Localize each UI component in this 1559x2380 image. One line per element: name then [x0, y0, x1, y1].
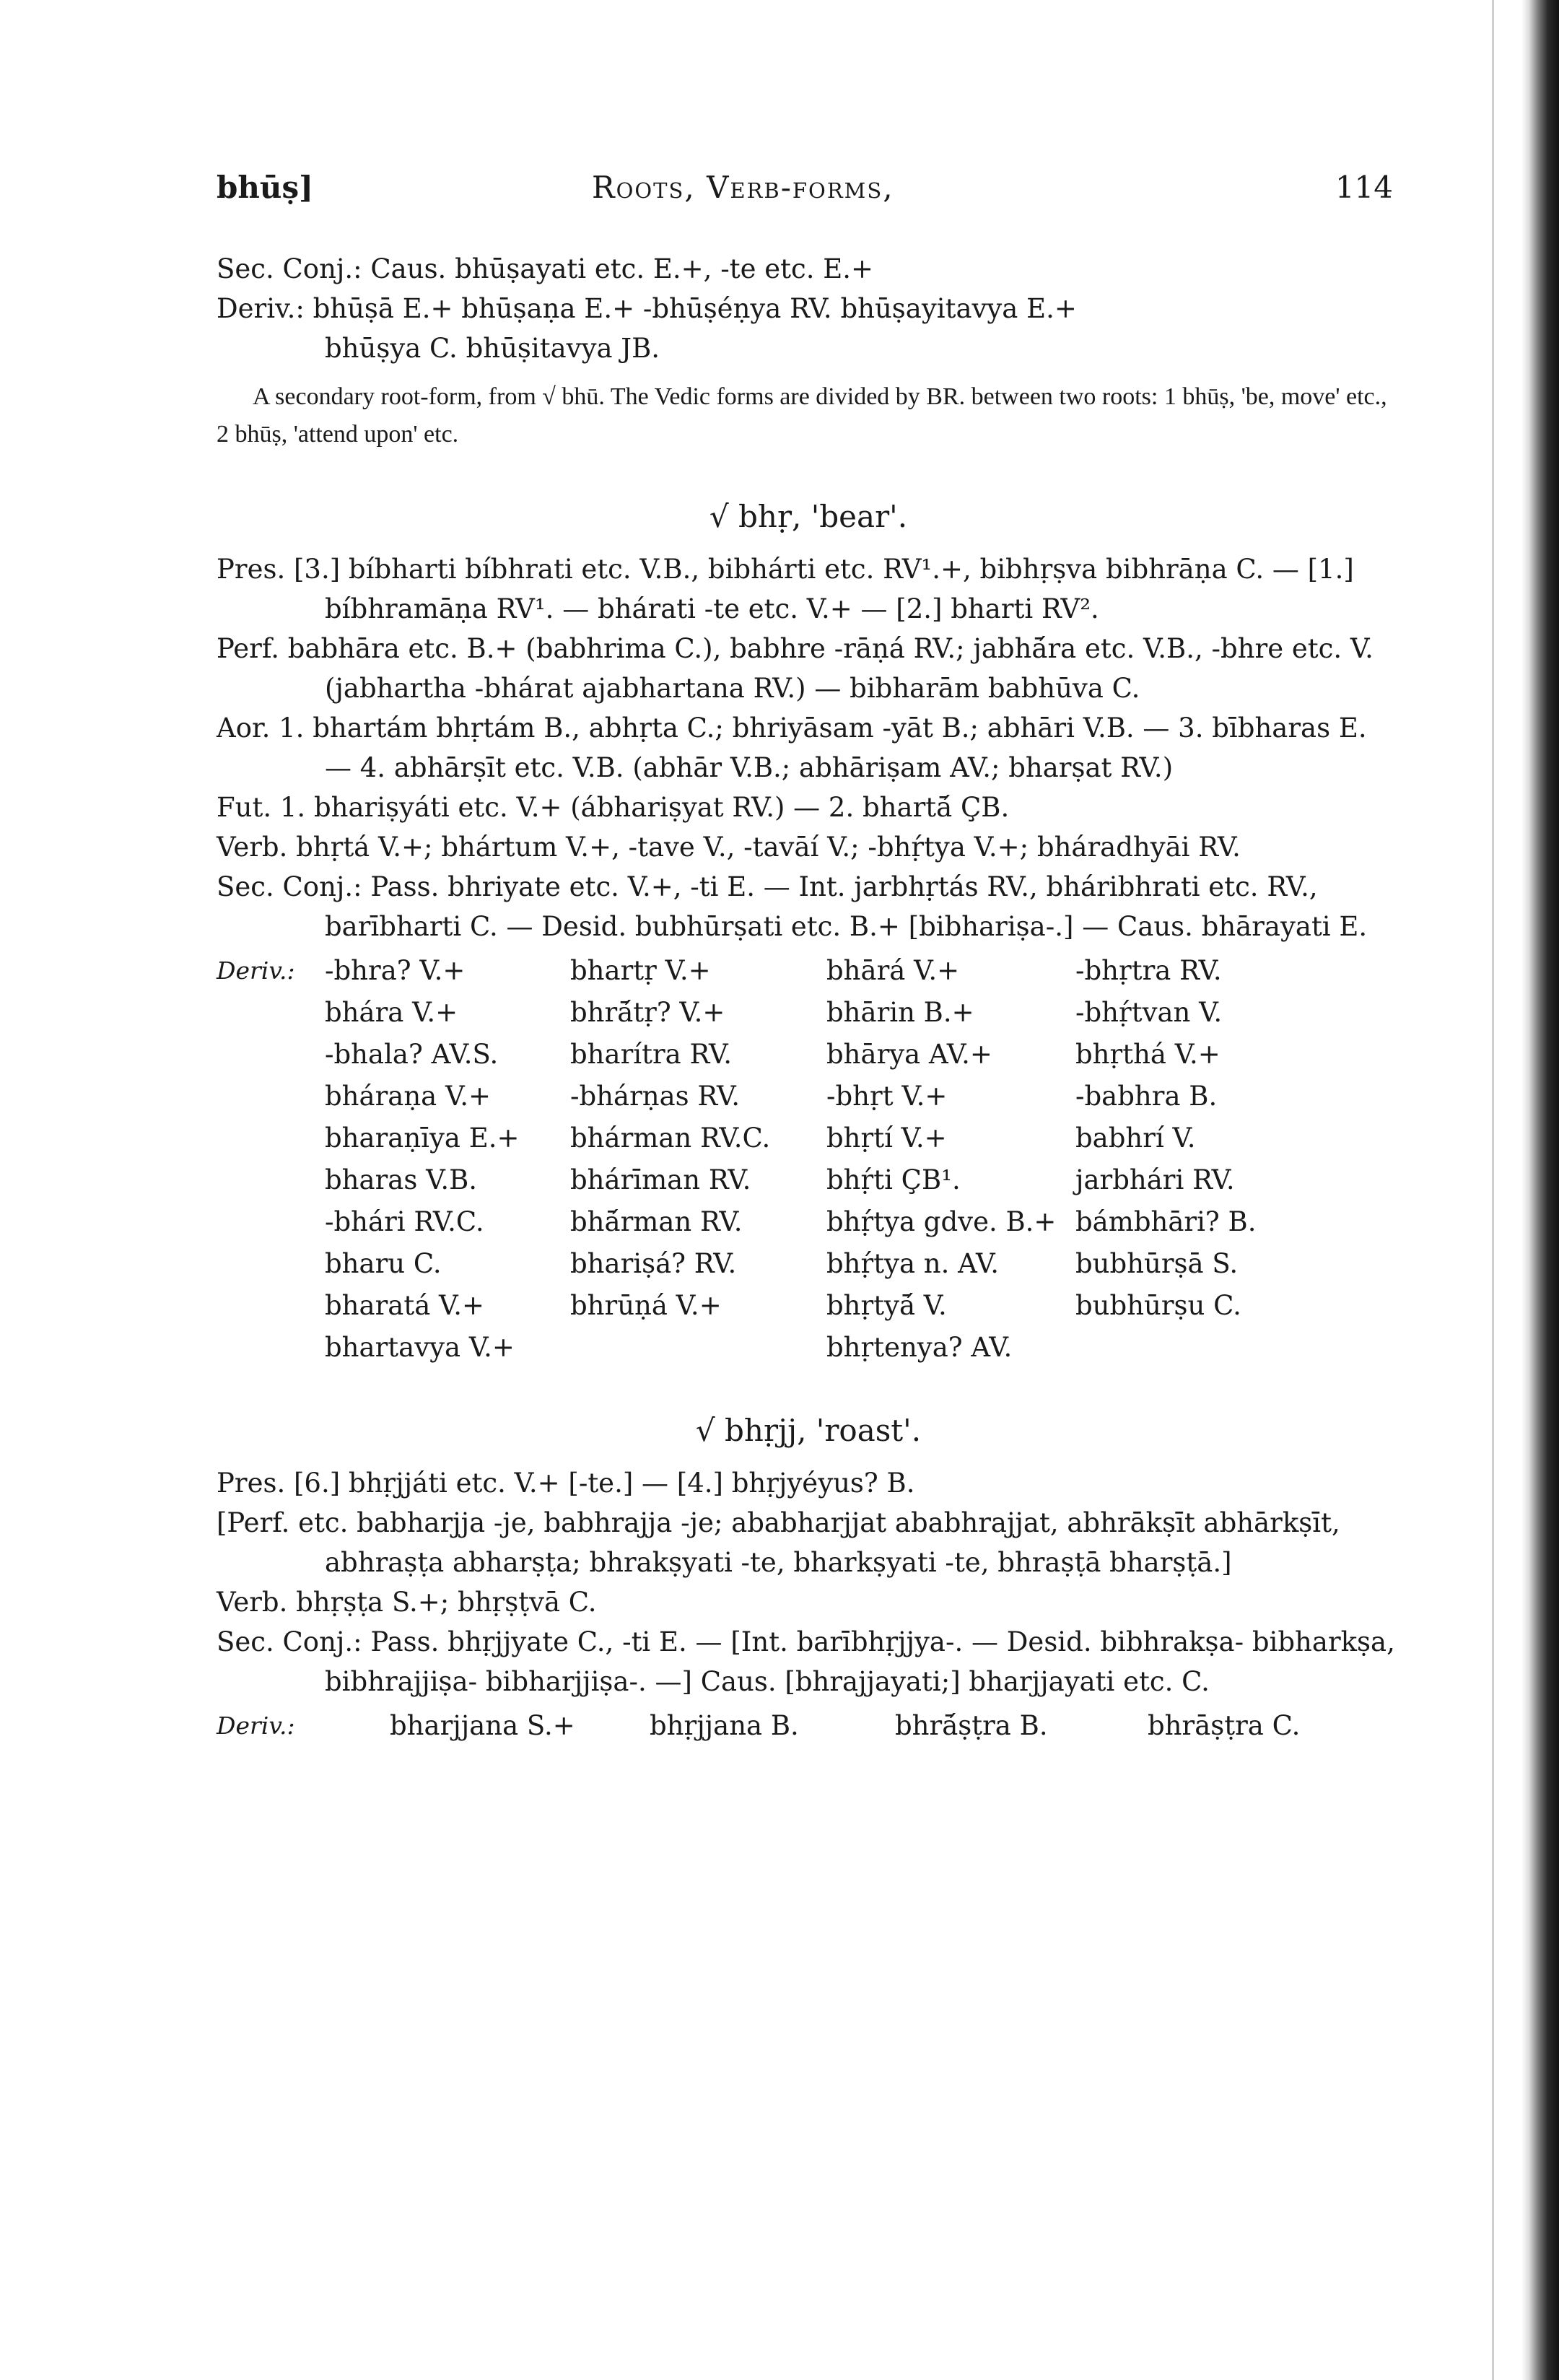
deriv-cell: bhartṛ V.+: [570, 955, 711, 986]
deriv-cell: bhārá V.+: [826, 955, 960, 986]
entry-perf: [Perf. etc. babharjja -je, babhrajja -je; ababharjjat ababhrajjat, abhrākṣīt abhārkṣīt, abhraṣṭa abharṣṭa; bhrakṣyati -te, bharkṣyati -te, bhraṣṭā bharṣṭā.]: [217, 1507, 1340, 1578]
deriv-cell: bhṛthá V.+: [1075, 1039, 1220, 1070]
deriv-spacer: [217, 993, 325, 1032]
deriv-cell: bhárman RV.C.: [570, 1123, 771, 1154]
deriv-spacer: [217, 1118, 325, 1158]
scan-shadow-line: [1492, 0, 1494, 2380]
deriv-cell: babhrí V.: [1075, 1123, 1196, 1154]
deriv-spacer: [217, 1202, 325, 1242]
deriv-cell: bhrūṇá V.+: [570, 1290, 722, 1321]
deriv-cell: bhṛtyā́ V.: [826, 1290, 947, 1321]
deriv-cell: bhṛ́tya gdve. B.+: [826, 1206, 1057, 1237]
entry-perf: Perf. babhāra etc. B.+ (babhrima C.), babhre -rāṇá RV.; jabhā́ra etc. V.B., -bhre etc. V. (jabhartha -bhárat ajabhartana RV.) — bibharām babhūva C.: [217, 633, 1374, 704]
header-catchword: bhūṣ]: [217, 170, 313, 205]
deriv-cell: bhrāṣṭra C.: [1148, 1710, 1301, 1741]
deriv-cell: [1075, 1328, 1335, 1367]
deriv-cell: bhariṣá? RV.: [570, 1248, 737, 1279]
entry-sec-conj: Sec. Conj.: Pass. bhriyate etc. V.+, -ti E. — Int. jarbhṛtás RV., bháribhrati etc. RV., barībharti C. — Desid. bubhūrṣati etc. B.+ [bibhariṣa-.] — Caus. bhārayati E.: [217, 871, 1368, 942]
deriv-cell: bhārya AV.+: [826, 1039, 992, 1070]
deriv-cell: bubhūrṣā S.: [1075, 1248, 1239, 1279]
deriv-cell: bharas V.B.: [325, 1164, 478, 1195]
deriv-cell: bhrā́ṣṭra B.: [895, 1710, 1048, 1741]
deriv-cell: bharu C.: [325, 1248, 442, 1279]
deriv-spacer: [217, 1244, 325, 1283]
deriv-cell: bhára V.+: [325, 997, 458, 1028]
entry-aor: Aor. 1. bhartám bhṛtám B., abhṛta C.; bhriyāsam -yāt B.; abhāri V.B. — 3. bībharas E. — 4. abhārṣīt etc. V.B. (abhār V.B.; abhāriṣam AV.; bharṣat RV.): [217, 712, 1367, 783]
deriv-cell: -bhala? AV.S.: [325, 1039, 499, 1070]
deriv-cell: bharaṇīya E.+: [325, 1123, 520, 1154]
root-note: [217, 378, 1400, 453]
deriv-cell: -bhṛtra RV.: [1075, 955, 1222, 986]
deriv-cell: bhárīman RV.: [570, 1164, 751, 1195]
deriv-cell: bhartavya V.+: [325, 1332, 515, 1363]
page-body: [217, 249, 1400, 1745]
root-heading-bhr: √ bhṛ, 'bear'.: [709, 499, 908, 534]
deriv-cell: bharjjana S.+: [390, 1710, 575, 1741]
deriv-cell: bhṛtí V.+: [826, 1123, 947, 1154]
entry-sec-conj: Sec. Conj.: Caus. bhūṣayati etc. E.+, -te etc. E.+: [217, 253, 874, 284]
deriv-label: Deriv.:: [217, 956, 295, 985]
scan-binding-edge: [1521, 0, 1559, 2380]
entry-deriv-cont: bhūṣya C. bhūṣitavya JB.: [325, 333, 660, 364]
entry-pres: Pres. [6.] bhṛjjáti etc. V.+ [-te.] — [4.] bhṛjyéyus? B.: [217, 1468, 915, 1499]
deriv-cell: -bhárṇas RV.: [570, 1081, 740, 1112]
deriv-cell: bhārin B.+: [826, 997, 974, 1028]
deriv-table: [217, 951, 1400, 1367]
deriv-cell: bhṛjjana B.: [650, 1710, 799, 1741]
entry-verb: Verb. bhṛtá V.+; bhártum V.+, -tave V., -tavāí V.; -bhṛ́tya V.+; bháradhyāi RV.: [217, 832, 1241, 863]
deriv-cell: bámbhāri? B.: [1075, 1206, 1257, 1237]
entry-deriv: Deriv.: bhūṣā E.+ bhūṣaṇa E.+ -bhūṣéṇya RV. bhūṣayitavya E.+: [217, 293, 1077, 324]
deriv-cell: bubhūrṣu C.: [1075, 1290, 1241, 1321]
deriv-cell: jarbhári RV.: [1075, 1164, 1235, 1195]
deriv-cell: -bhári RV.C.: [325, 1206, 484, 1237]
deriv-cell: -bhṛt V.+: [826, 1081, 948, 1112]
deriv-spacer: [217, 1076, 325, 1116]
entry-fut: Fut. 1. bhariṣyáti etc. V.+ (ábhariṣyat RV.) — 2. bhartā́ ÇB.: [217, 792, 1010, 823]
deriv-spacer: [217, 1034, 325, 1074]
deriv-row: [217, 1706, 1400, 1745]
deriv-spacer: [217, 1160, 325, 1200]
root-heading-bhrjj: √ bhṛjj, 'roast'.: [695, 1413, 922, 1448]
entry-pres: Pres. [3.] bíbharti bíbhrati etc. V.B., bibhárti etc. RV¹.+, bibhṛṣva bibhrāṇa C. — [1.] bíbhramāṇa RV¹. — bhárati -te etc. V.+ — [2.] bharti RV².: [217, 554, 1354, 624]
deriv-cell: bhā́rman RV.: [570, 1206, 743, 1237]
deriv-cell: bhrā́tṛ? V.+: [570, 997, 725, 1028]
running-header: [217, 170, 1400, 220]
deriv-cell: bháraṇa V.+: [325, 1081, 491, 1112]
deriv-cell: bharatá V.+: [325, 1290, 485, 1321]
deriv-cell: bhṛtenya? AV.: [826, 1332, 1013, 1363]
entry-verb: Verb. bhṛṣṭa S.+; bhṛṣṭvā C.: [217, 1587, 597, 1618]
page-number: 114: [1335, 170, 1393, 205]
entry-sec-conj: Sec. Conj.: Pass. bhṛjjyate C., -ti E. — [Int. barībhṛjjya-. — Desid. bibhrakṣa- bibharkṣa, bibhrajjiṣa- bibharjjiṣa-. —] Caus. [bhrajjayati;] bharjjayati etc. C.: [217, 1626, 1395, 1697]
deriv-cell: -babhra B.: [1075, 1081, 1218, 1112]
deriv-spacer: [217, 1286, 325, 1325]
deriv-cell: bhṛ́ti ÇB¹.: [826, 1164, 961, 1195]
deriv-spacer: [217, 1328, 325, 1367]
deriv-cell: bhṛ́tya n. AV.: [826, 1248, 1000, 1279]
deriv-cell: -bhṛ́tvan V.: [1075, 997, 1223, 1028]
deriv-label: Deriv.:: [217, 1712, 295, 1740]
root-note-text: A secondary root-form, from √ bhū. The Vedic forms are divided by BR. between two roots: 1 bhūṣ, 'be, move' etc., 2 bhūṣ, 'attend upon' etc.: [217, 383, 1387, 448]
header-title: Roots, Verb-forms,: [592, 170, 894, 205]
deriv-cell: [570, 1328, 826, 1367]
deriv-cell: -bhra? V.+: [325, 955, 466, 986]
deriv-cell: bharítra RV.: [570, 1039, 733, 1070]
